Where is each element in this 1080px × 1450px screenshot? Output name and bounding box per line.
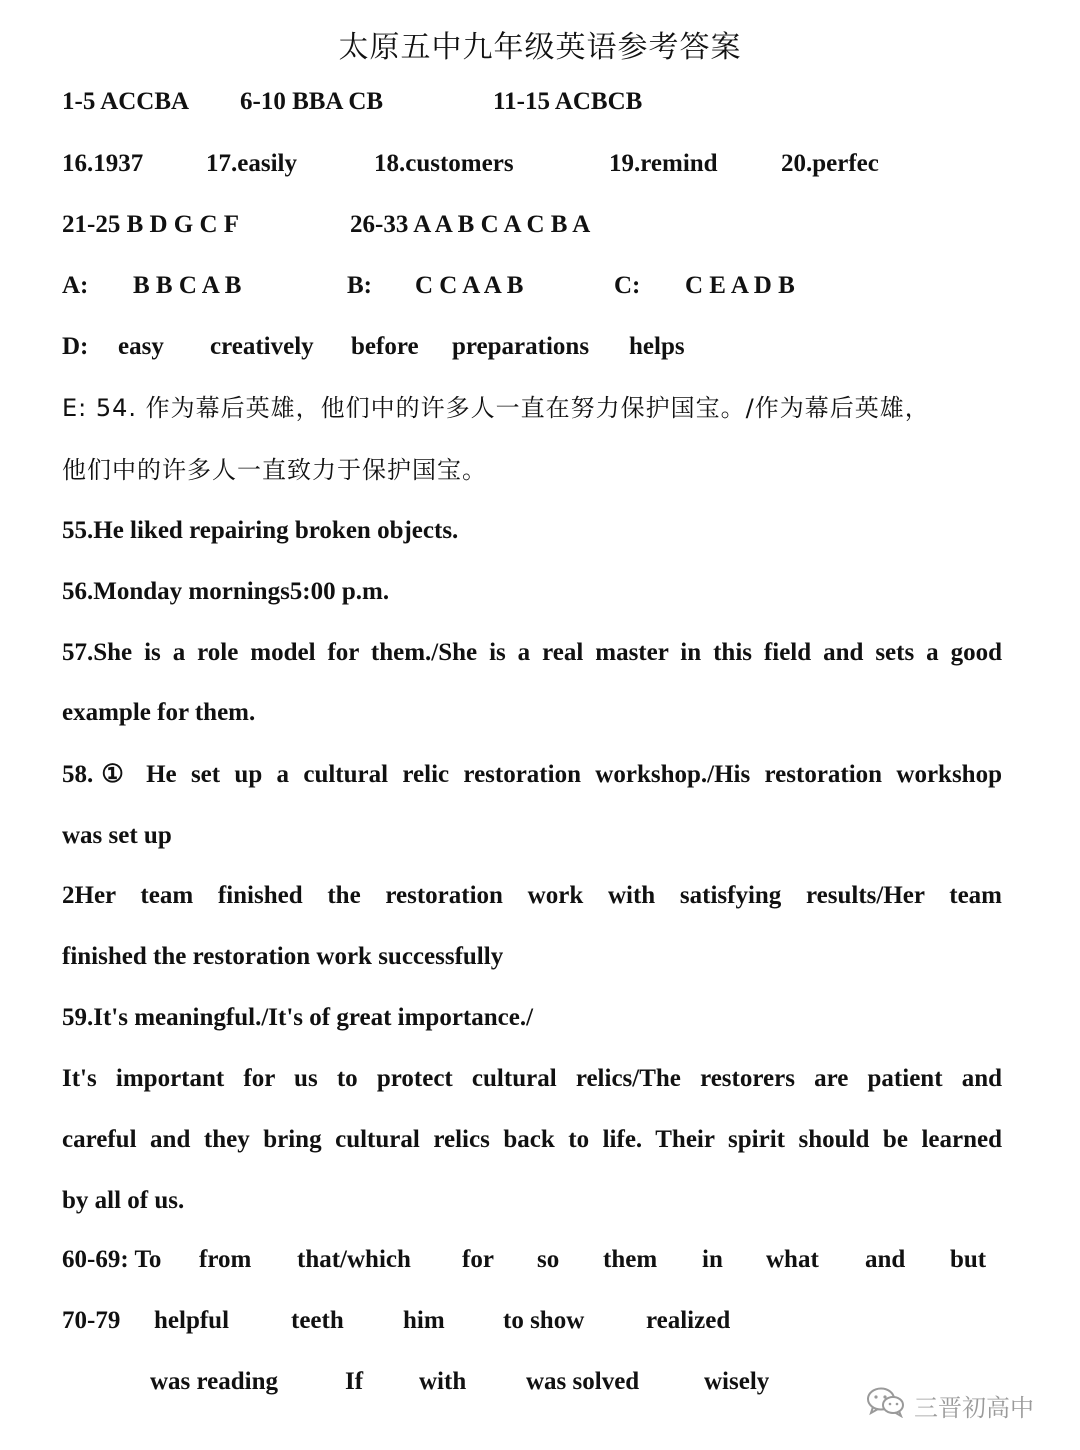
section-c-answers: C E A D B <box>685 272 795 299</box>
answer-26-33: 26-33 A A B C A C B A <box>350 211 591 238</box>
section-a-label: A: <box>62 272 89 299</box>
answer-59-line-2: It's important for us to protect cultural relics/The restorers are patient and <box>62 1065 1002 1092</box>
section-a-answers: B B C A B <box>133 272 242 299</box>
answer-59-line-4: by all of us. <box>62 1187 185 1214</box>
answer-21-25: 21-25 B D G C F <box>62 211 240 238</box>
wechat-icon <box>866 1386 914 1424</box>
answer-57-line-1: 57.She is a role model for them./She is a real master in this field and sets a good <box>62 639 1002 666</box>
answer-79: wisely <box>704 1368 770 1395</box>
answer-68: and <box>865 1246 906 1273</box>
answer-77: with <box>419 1368 467 1395</box>
answer-72: him <box>403 1307 445 1334</box>
answer-54-line-1: E: 54. 作为幕后英雄，他们中的许多人一直在努力保护国宝。/作为幕后英雄， <box>62 394 930 422</box>
answer-75: was reading <box>150 1368 279 1395</box>
answer-58-line-2: was set up <box>62 822 172 849</box>
answer-18: 18.customers <box>374 150 514 177</box>
answer-6-10: 6-10 BBA CB <box>240 88 384 115</box>
answers-70-79-label: 70-79 <box>62 1307 121 1334</box>
answer-16: 16.1937 <box>62 150 144 177</box>
answer-17: 17.easily <box>206 150 297 177</box>
answer-57-line-2: example for them. <box>62 699 256 726</box>
section-c-label: C: <box>614 272 641 299</box>
answer-65: them <box>603 1246 658 1273</box>
answer-54-line-2: 他们中的许多人一直致力于保护国宝。 <box>62 456 487 484</box>
answer-66: in <box>702 1246 723 1273</box>
answer-63: for <box>462 1246 494 1273</box>
answer-78: was solved <box>526 1368 640 1395</box>
answer-1-5: 1-5 ACCBA <box>62 88 190 115</box>
answer-55: 55.He liked repairing broken objects. <box>62 517 459 544</box>
answer-20: 20.perfec <box>781 150 879 177</box>
answer-60: 60-69: To <box>62 1246 162 1273</box>
section-b-label: B: <box>347 272 372 299</box>
section-b-answers: C C A A B <box>415 272 524 299</box>
answer-76: If <box>345 1368 364 1395</box>
page-title: 太原五中九年级英语参考答案 <box>338 30 742 65</box>
answer-58-line-3: 2Her team finished the restoration work with satisfying results/Her team <box>62 882 1002 909</box>
answer-62: that/which <box>297 1246 411 1273</box>
answer-58-line-4: finished the restoration work successfully <box>62 943 504 970</box>
section-d-answer-3: before <box>351 333 419 360</box>
answer-67: what <box>766 1246 819 1273</box>
answer-73: to show <box>503 1307 585 1334</box>
answer-61: from <box>199 1246 252 1273</box>
answer-74: realized <box>646 1307 731 1334</box>
watermark-text: 三晋初高中 <box>914 1393 1034 1422</box>
answer-58-line-1: 58.① He set up a cultural relic restoration workshop./His restoration workshop <box>62 761 1002 788</box>
answer-19: 19.remind <box>609 150 718 177</box>
watermark <box>866 1386 1034 1424</box>
section-d-answer-2: creatively <box>210 333 314 360</box>
answer-59-line-1: 59.It's meaningful./It's of great importance./ <box>62 1004 534 1031</box>
section-d-answer-5: helps <box>629 333 685 360</box>
answer-56: 56.Monday mornings5:00 p.m. <box>62 578 390 605</box>
answer-69: but <box>950 1246 987 1273</box>
section-d-label: D: <box>62 333 89 360</box>
answer-59-line-3: careful and they bring cultural relics back to life. Their spirit should be learned <box>62 1126 1002 1153</box>
answer-70: helpful <box>154 1307 230 1334</box>
answer-64: so <box>537 1246 560 1273</box>
section-d-answer-1: easy <box>118 333 164 360</box>
answer-11-15: 11-15 ACBCB <box>493 88 643 115</box>
section-d-answer-4: preparations <box>452 333 590 360</box>
answer-71: teeth <box>291 1307 344 1334</box>
